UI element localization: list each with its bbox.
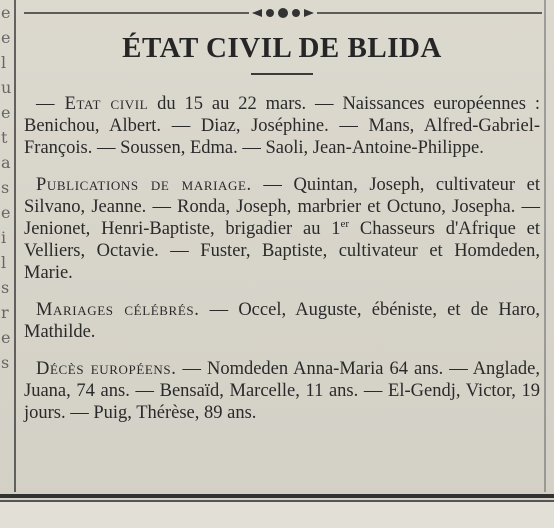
fragment-letter: a [1, 153, 11, 172]
paragraph-mariages-celebres [24, 299, 540, 343]
bottom-margin [0, 502, 554, 528]
bottom-border-thick [0, 494, 554, 498]
paragraph-text: — Quintan, Joseph, cultivateur et Silvano, Jeanne. — Ronda, Joseph, marbrier et Octuno, Josepha. — Jenionet, Henri-Baptiste, brigadier au 1 [24, 175, 541, 239]
paragraph-heading: — Etat civil [36, 94, 149, 114]
paragraph-text: du 15 au 22 mars. — Naissances européennes : Benichou, Albert. — Diaz, Joséphine. — Mans, Alfred-Gabriel-François. — Soussen, Edma. — Saoli, Jean-Antoine-Philippe. [24, 94, 540, 158]
paragraph-text-continued: Chasseurs d'Afrique et Velliers, Octavie. — Fuster, Baptiste, cultivateur et Homdeden, Marie. [24, 219, 540, 283]
fragment-letter: e [1, 103, 11, 122]
fragment-letter: t [1, 128, 8, 147]
column-divider-left [14, 0, 16, 492]
fragment-letter: l [1, 253, 7, 272]
paragraph-heading: Décès européens. [36, 359, 177, 379]
top-ornament-rule [24, 6, 542, 20]
article [24, 24, 540, 439]
paragraph-text: — Occel, Auguste, ébéniste, et de Haro, Mathilde. [24, 300, 540, 342]
fragment-letter: e [1, 328, 11, 347]
adjacent-column-fragment [0, 0, 12, 492]
fragment-letter: l [1, 53, 7, 72]
fragment-letter: s [1, 353, 10, 372]
column-divider-right [544, 0, 546, 492]
fragment-letter: s [1, 178, 10, 197]
title-underline [251, 73, 313, 75]
fragment-letter: s [1, 278, 10, 297]
paragraph-etat-civil [24, 93, 540, 159]
fragment-letter: i [1, 228, 7, 247]
fragment-letter: e [1, 28, 11, 47]
paragraph-text: — Nomdeden Anna-Maria 64 ans. — Anglade, Juana, 74 ans. — Bensaïd, Marcelle, 11 ans. — El-Gendj, Victor, 19 jours. — Puig, Thérèse, 89 ans. [24, 359, 540, 423]
fragment-letter: e [1, 3, 11, 22]
ordinal-superscript: er [340, 217, 350, 230]
paragraph-publications-mariage [24, 174, 540, 284]
paragraph-deces-europeens [24, 358, 540, 424]
article-title: ÉTAT CIVIL DE BLIDA [122, 32, 442, 64]
paragraph-heading: Mariages célébrés. [36, 300, 200, 320]
fragment-letter: u [1, 78, 12, 97]
paragraph-heading: Publications de mariage. [36, 175, 252, 195]
fragment-letter: r [1, 303, 9, 322]
fragment-letter: e [1, 203, 11, 222]
